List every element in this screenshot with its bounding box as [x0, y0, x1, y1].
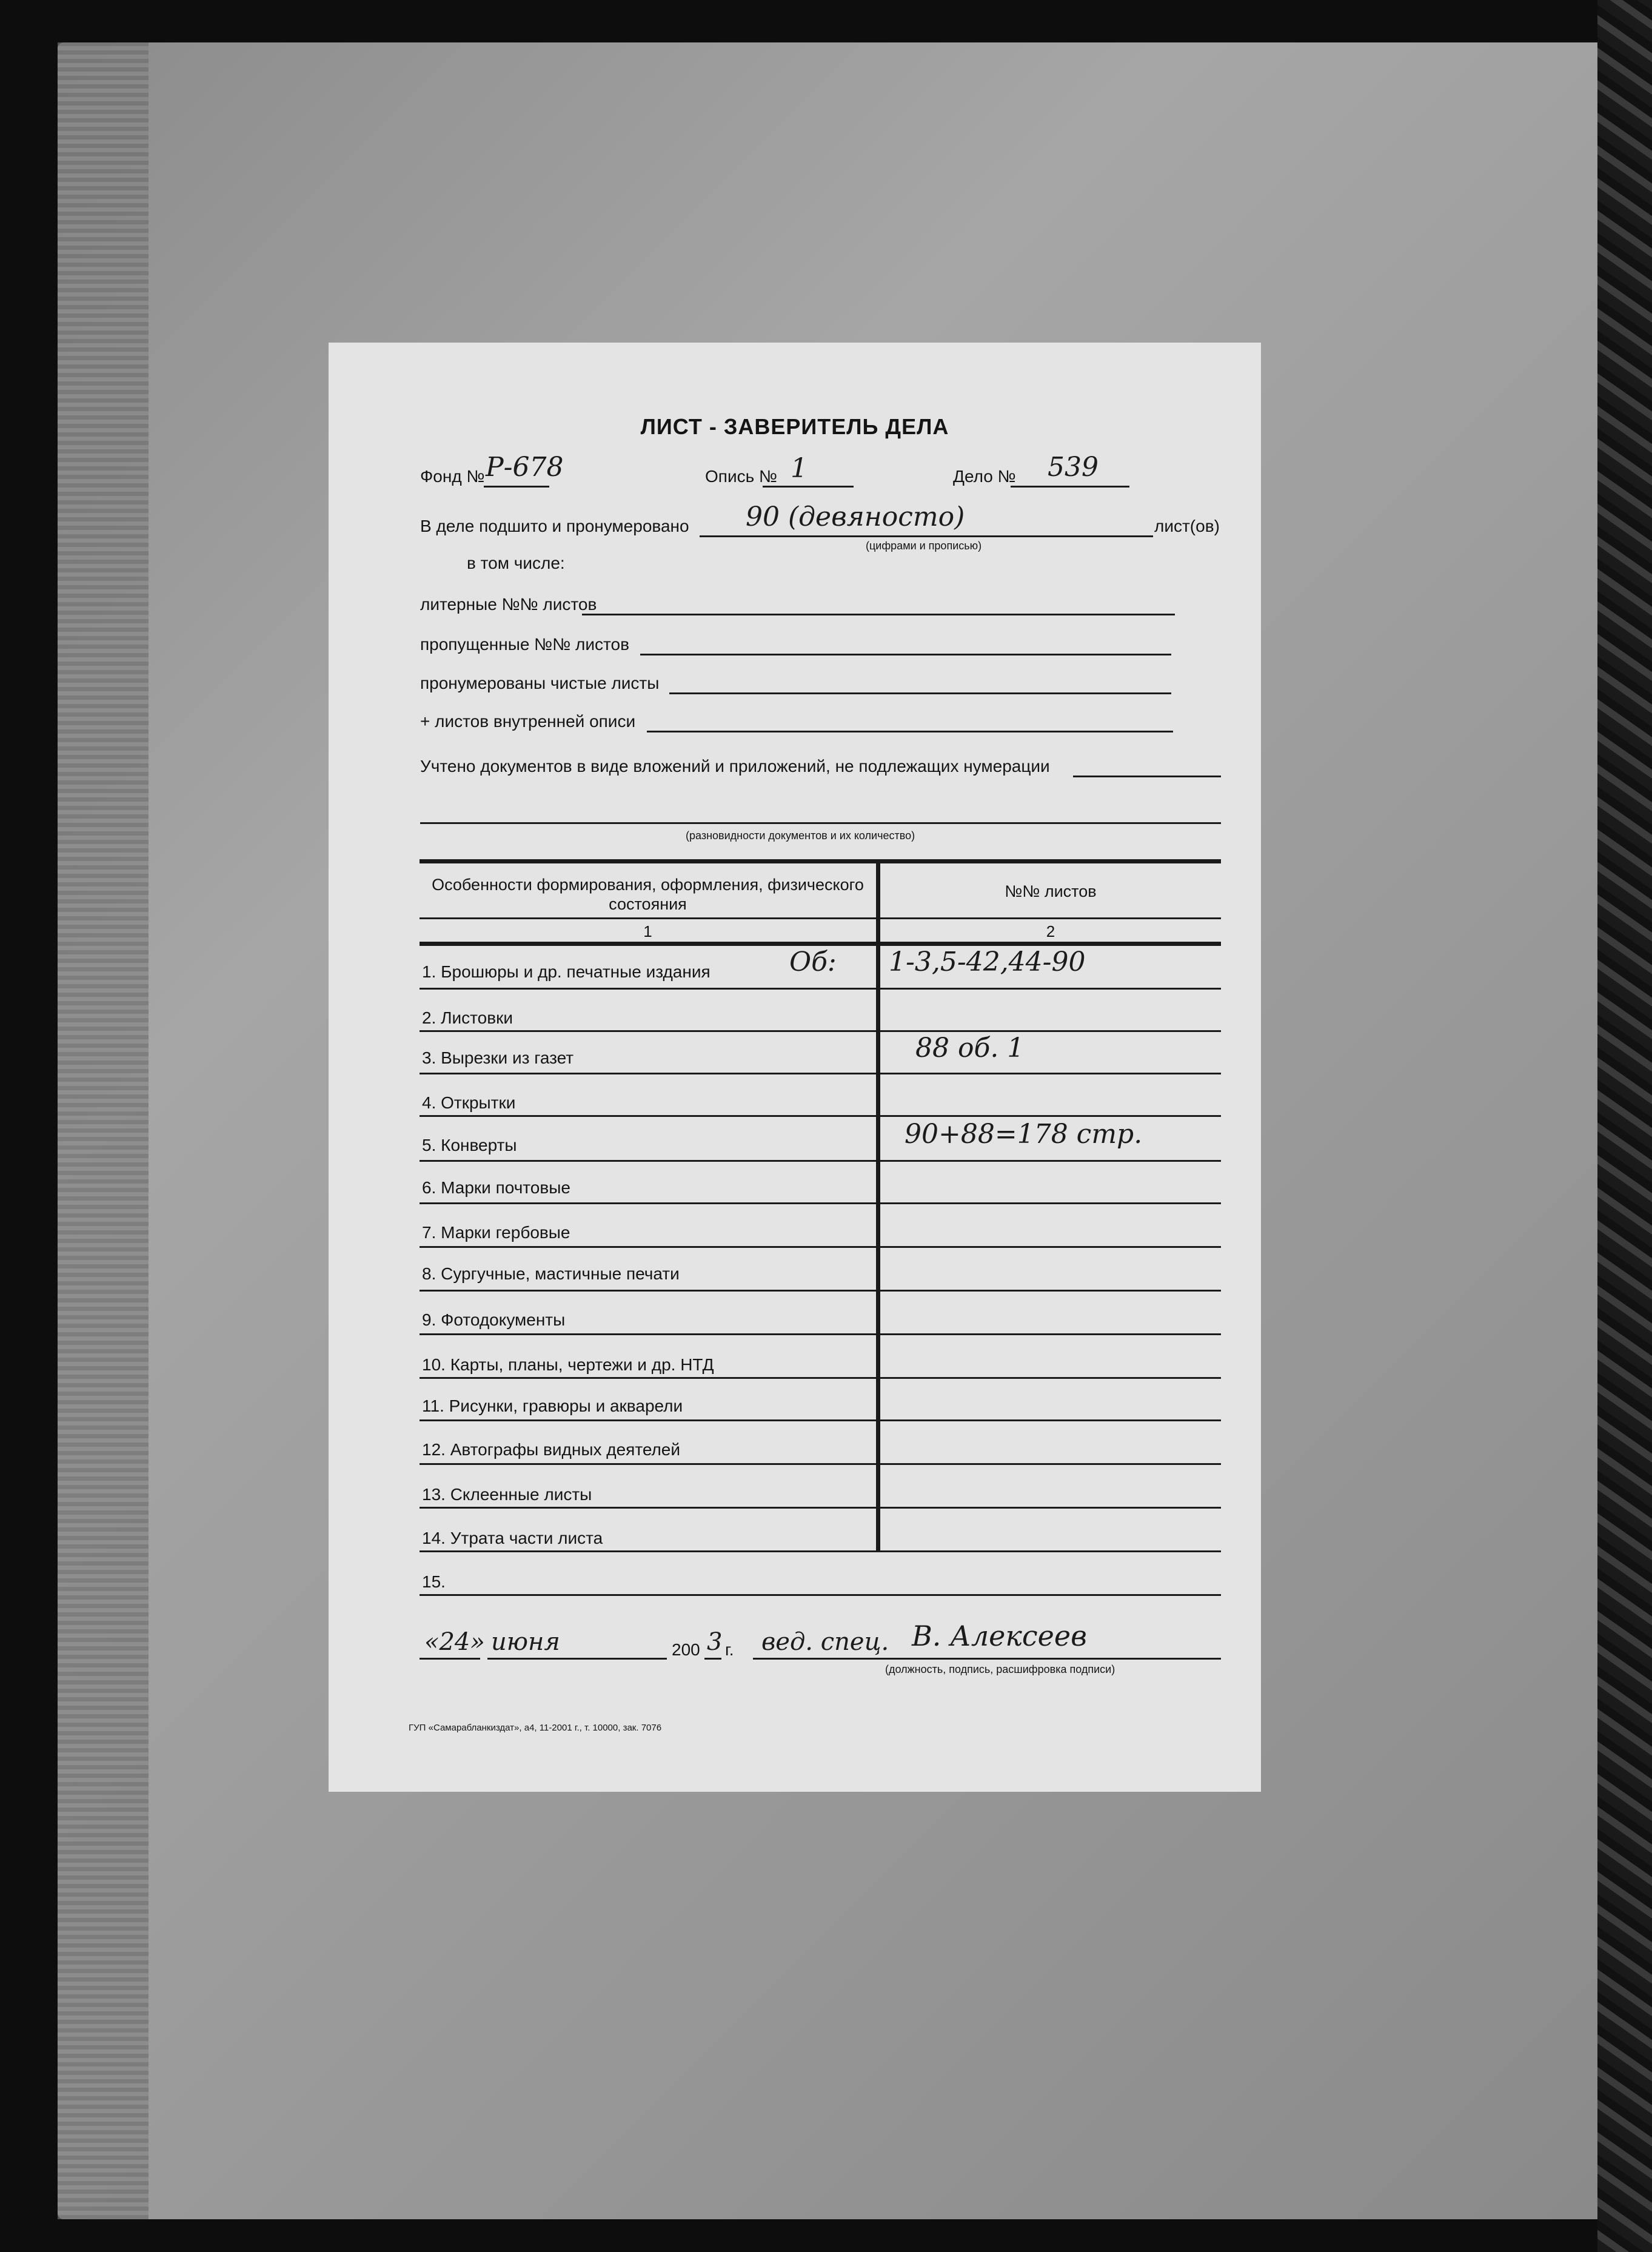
fond-line [484, 486, 549, 488]
table-row-rule [420, 1333, 1221, 1335]
sign-day-line [420, 1658, 480, 1660]
ucheno-label: Учтено документов в виде вложений и приложений, не подлежащих нумерации [420, 757, 1050, 776]
page-title: ЛИСТ - ЗАВЕРИТЕЛЬ ДЕЛА [640, 414, 949, 439]
delo-line [1011, 486, 1129, 488]
table-row-rule [420, 1073, 1221, 1074]
certification-sheet [329, 343, 1261, 1792]
table-row-rule [420, 1507, 1221, 1509]
table-row-label: 14. Утрата части листа [422, 1529, 603, 1547]
literal-label: литерные №№ листов [420, 595, 597, 614]
table-row-rule [420, 1550, 1221, 1552]
table-row-label: 9. Фотодокументы [422, 1310, 566, 1329]
table-row-rule [420, 1594, 1221, 1596]
table-row-label: 13. Склеенные листы [422, 1485, 592, 1504]
col2-number: 2 [1046, 922, 1055, 940]
podshito-label: В деле подшито и пронумеровано [420, 517, 689, 535]
sign-line [753, 1658, 1221, 1660]
table-row-label: 3. Вырезки из газет [422, 1048, 574, 1067]
table-row-rule [420, 1115, 1221, 1117]
table-row-rule [420, 1160, 1221, 1162]
table-row-rule [420, 1419, 1221, 1421]
sign-year-line [704, 1658, 721, 1660]
table-header-rule [420, 917, 1221, 919]
printer-imprint: ГУП «Самарабланкиздат», а4, 11-2001 г., т. 10000, зак. 7076 [409, 1723, 662, 1733]
table-row-value: 1-3,5-42,44-90 [889, 947, 1086, 977]
table-row-rule [420, 1290, 1221, 1292]
vnutr-label: + листов внутренней описи [420, 712, 636, 731]
table-row-rule [420, 988, 1221, 990]
sign-position: вед. спец. [761, 1628, 889, 1656]
raznov-caption: (разновидности документов и их количество) [686, 829, 915, 842]
features-table [420, 859, 1221, 1591]
delo-label: Дело № [953, 467, 1016, 486]
table-row-label: 2. Листовки [422, 1008, 513, 1027]
delo-value: 539 [1048, 452, 1099, 483]
listov-label: лист(ов) [1154, 517, 1220, 535]
chistye-label: пронумерованы чистые листы [420, 674, 660, 692]
sign-day: «24» [424, 1628, 485, 1656]
table-row-label: 12. Автографы видных деятелей [422, 1440, 681, 1459]
propushch-label: пропущенные №№ листов [420, 635, 629, 654]
sign-caption: (должность, подпись, расшифровка подписи) [885, 1663, 1115, 1675]
col1-number: 1 [643, 922, 652, 940]
table-top-border [420, 859, 1221, 863]
table-row-label: 15. [422, 1572, 446, 1591]
table-number-rule [420, 942, 1221, 946]
table-row-rule [420, 1246, 1221, 1248]
table-row-label: 8. Сургучные, мастичные печати [422, 1264, 680, 1283]
podshito-value: 90 (девяносто) [746, 501, 965, 532]
table-column-divider [876, 859, 880, 1552]
chistye-line [669, 692, 1171, 694]
fond-value: Р-678 [486, 452, 564, 483]
table-row-label: 7. Марки гербовые [422, 1223, 570, 1242]
sign-name: В. Алексеев [912, 1620, 1087, 1652]
sign-month-line [487, 1658, 667, 1660]
table-row-label: 1. Брошюры и др. печатные издания [422, 962, 711, 981]
table-row-label: 10. Карты, планы, чертежи и др. НТД [422, 1355, 714, 1374]
table-row-note: Об: [789, 947, 837, 977]
table-row-label: 4. Открытки [422, 1093, 516, 1112]
opis-value: 1 [791, 453, 808, 484]
sign-year-suffix: 3 [707, 1628, 723, 1656]
sign-month: июня [491, 1628, 560, 1656]
vnutr-line [647, 731, 1173, 732]
raznov-line [420, 822, 1221, 824]
col1-header: Особенности формирования, оформления, физического состояния [432, 876, 864, 913]
cifry-caption: (цифрами и прописью) [866, 540, 982, 552]
fond-label: Фонд № [420, 467, 485, 486]
sign-year-g: г. [725, 1640, 734, 1659]
table-row-value: 88 об. 1 [915, 1033, 1025, 1064]
sign-year-prefix: 200 [672, 1640, 700, 1659]
table-row-label: 6. Марки почтовые [422, 1178, 570, 1197]
table-row-rule [420, 1202, 1221, 1204]
folder-spine-texture [58, 42, 149, 2219]
table-row-rule [420, 1377, 1221, 1379]
table-row-label: 11. Рисунки, гравюры и акварели [422, 1396, 683, 1415]
v-tom-chisle: в том числе: [467, 554, 565, 572]
podshito-line [700, 535, 1153, 537]
table-row-value: 90+88=178 стр. [905, 1119, 1143, 1150]
opis-label: Опись № [705, 467, 777, 486]
opis-line [763, 486, 854, 488]
table-row-label: 5. Конверты [422, 1136, 517, 1154]
col2-header: №№ листов [1005, 882, 1097, 900]
table-row-rule [420, 1463, 1221, 1465]
literal-line [582, 614, 1175, 615]
propushch-line [640, 654, 1171, 655]
ucheno-line [1073, 776, 1221, 777]
marbled-edge [1597, 0, 1652, 2252]
table-row-rule [420, 1030, 1221, 1032]
